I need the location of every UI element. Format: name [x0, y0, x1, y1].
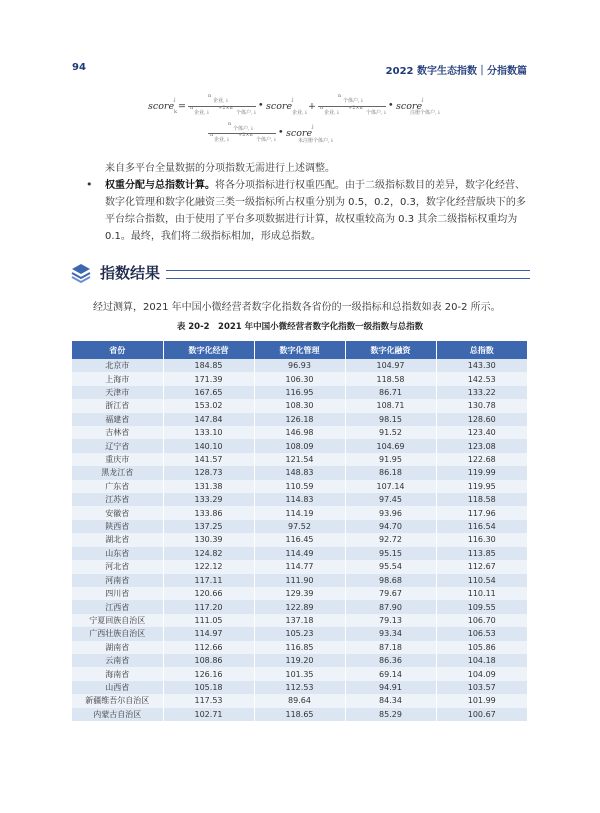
col-header-province: 省份 — [72, 341, 163, 359]
cell-management: 96.93 — [254, 359, 345, 372]
cell-management: 110.59 — [254, 480, 345, 493]
cell-province: 北京市 — [72, 359, 163, 372]
cell-total: 100.67 — [436, 708, 527, 721]
cell-province: 四川省 — [72, 587, 163, 600]
col-header-financing: 数字化融资 — [345, 341, 436, 359]
cell-province: 湖北省 — [72, 533, 163, 546]
cell-financing: 87.90 — [345, 600, 436, 613]
cell-financing: 84.34 — [345, 694, 436, 707]
table-row — [72, 708, 527, 721]
formula-score: score — [148, 101, 175, 112]
cell-financing: 97.45 — [345, 493, 436, 506]
cell-total: 105.86 — [436, 641, 527, 654]
cell-total: 118.58 — [436, 493, 527, 506]
formula-sup-3: j — [312, 124, 314, 130]
cell-operation: 147.84 — [163, 413, 254, 426]
cell-province: 新疆维吾尔自治区 — [72, 694, 163, 707]
cell-operation: 126.16 — [163, 667, 254, 680]
cell-operation: 117.53 — [163, 694, 254, 707]
paragraph-weights-body: 将各分项指标进行权重匹配。由于二级指标数目的差异，数字化经营、数字化管理和数字化融资三类一级指标所占权重分别为 0.5，0.2，0.3，数字化经营版块下的多平台综合指数，由于使用了平台多项数据进行计算，故权重较高为 0.3 其余二级指标权重均为 0.1。最终，我们将二级指标相加，形成总指数。 — [105, 180, 526, 242]
cell-total: 116.30 — [436, 533, 527, 546]
paragraph-weights-heading: 权重分配与总指数计算。 — [105, 180, 215, 191]
cell-management: 108.30 — [254, 399, 345, 412]
cell-province: 宁夏回族自治区 — [72, 614, 163, 627]
cell-financing: 86.36 — [345, 654, 436, 667]
frac2-den-plus: +2×n — [348, 105, 363, 111]
cell-management: 129.39 — [254, 587, 345, 600]
intro-paragraph: 经过测算，2021 年中国小微经营者数字化指数各省份的一级指标和总指数如表 20-2 所示。 — [93, 302, 501, 313]
formula-dot-3: • — [278, 127, 284, 138]
cell-operation: 108.86 — [163, 654, 254, 667]
cell-operation: 153.02 — [163, 399, 254, 412]
cell-total: 143.30 — [436, 359, 527, 372]
cell-province: 黑龙江省 — [72, 466, 163, 479]
cell-management: 114.83 — [254, 493, 345, 506]
cell-financing: 87.18 — [345, 641, 436, 654]
cell-management: 118.65 — [254, 708, 345, 721]
cell-financing: 79.13 — [345, 614, 436, 627]
table-row — [72, 574, 527, 587]
cell-province: 广西壮族自治区 — [72, 627, 163, 640]
layers-icon — [70, 262, 92, 284]
frac3-num: n — [228, 121, 232, 127]
cell-management: 119.20 — [254, 654, 345, 667]
cell-total: 119.95 — [436, 480, 527, 493]
cell-financing: 92.72 — [345, 533, 436, 546]
cell-operation: 124.82 — [163, 547, 254, 560]
frac1-den-sub: 企业, i — [194, 110, 209, 116]
section-title: 指数结果 — [100, 264, 161, 282]
cell-operation: 120.66 — [163, 587, 254, 600]
col-header-total: 总指数 — [436, 341, 527, 359]
cell-total: 130.78 — [436, 399, 527, 412]
formula-score-3: score — [286, 128, 313, 139]
cell-total: 106.70 — [436, 614, 527, 627]
cell-operation: 167.65 — [163, 386, 254, 399]
index-table — [72, 341, 527, 721]
cell-total: 128.60 — [436, 413, 527, 426]
cell-total: 103.57 — [436, 681, 527, 694]
cell-total: 101.99 — [436, 694, 527, 707]
formula-sup: j — [174, 97, 176, 103]
table-row — [72, 493, 527, 506]
cell-province: 辽宁省 — [72, 439, 163, 452]
cell-financing: 94.70 — [345, 520, 436, 533]
formula-sup-2: j — [422, 97, 424, 103]
cell-management: 106.30 — [254, 372, 345, 385]
page-number: 94 — [72, 62, 86, 73]
formula-sup-1: j — [292, 97, 294, 103]
table-row — [72, 654, 527, 667]
table-row — [72, 681, 527, 694]
cell-financing: 91.95 — [345, 453, 436, 466]
cell-province: 吉林省 — [72, 426, 163, 439]
table-row — [72, 386, 527, 399]
cell-operation: 131.38 — [163, 480, 254, 493]
cell-operation: 128.73 — [163, 466, 254, 479]
frac2-den-sub2: 个体户, i — [366, 110, 386, 116]
formula-sub-1: 企业, i — [292, 110, 307, 116]
cell-province: 天津市 — [72, 386, 163, 399]
table-row — [72, 372, 527, 385]
frac2-num: n — [338, 93, 342, 99]
formula-score-1: score — [266, 101, 293, 112]
cell-management: 105.23 — [254, 627, 345, 640]
cell-operation: 114.97 — [163, 627, 254, 640]
frac3-den: n — [210, 132, 214, 138]
cell-operation: 122.12 — [163, 560, 254, 573]
cell-total: 112.67 — [436, 560, 527, 573]
cell-province: 湖南省 — [72, 641, 163, 654]
cell-financing: 69.14 — [345, 667, 436, 680]
cell-total: 119.99 — [436, 466, 527, 479]
cell-operation: 133.29 — [163, 493, 254, 506]
table-row — [72, 466, 527, 479]
cell-management: 108.09 — [254, 439, 345, 452]
table-row — [72, 439, 527, 452]
formula-dot-1: • — [258, 100, 264, 111]
cell-management: 114.19 — [254, 506, 345, 519]
table-row — [72, 359, 527, 372]
table-row — [72, 614, 527, 627]
cell-management: 101.35 — [254, 667, 345, 680]
cell-operation: 111.05 — [163, 614, 254, 627]
cell-province: 重庆市 — [72, 453, 163, 466]
cell-operation: 112.66 — [163, 641, 254, 654]
section-rule — [166, 270, 530, 279]
cell-operation: 133.86 — [163, 506, 254, 519]
cell-operation: 117.11 — [163, 574, 254, 587]
cell-province: 江苏省 — [72, 493, 163, 506]
cell-financing: 86.71 — [345, 386, 436, 399]
cell-management: 146.98 — [254, 426, 345, 439]
cell-management: 112.53 — [254, 681, 345, 694]
table-row — [72, 627, 527, 640]
cell-management: 148.83 — [254, 466, 345, 479]
table-row — [72, 480, 527, 493]
cell-financing: 79.67 — [345, 587, 436, 600]
cell-management: 114.77 — [254, 560, 345, 573]
cell-total: 133.22 — [436, 386, 527, 399]
cell-province: 江西省 — [72, 600, 163, 613]
cell-financing: 98.68 — [345, 574, 436, 587]
cell-operation: 184.85 — [163, 359, 254, 372]
cell-financing: 95.15 — [345, 547, 436, 560]
cell-total: 113.85 — [436, 547, 527, 560]
col-header-management: 数字化管理 — [254, 341, 345, 359]
cell-province: 河北省 — [72, 560, 163, 573]
col-header-operation: 数字化经营 — [163, 341, 254, 359]
cell-operation: 133.10 — [163, 426, 254, 439]
cell-management: 116.85 — [254, 641, 345, 654]
cell-province: 广东省 — [72, 480, 163, 493]
formula — [148, 93, 440, 150]
table-row — [72, 547, 527, 560]
cell-financing: 85.29 — [345, 708, 436, 721]
cell-management: 114.49 — [254, 547, 345, 560]
paragraph-note: 来自多平台全量数据的分项指数无需进行上述调整。 — [105, 163, 335, 174]
formula-eq: = — [178, 101, 186, 112]
cell-province: 山西省 — [72, 681, 163, 694]
cell-management: 137.18 — [254, 614, 345, 627]
cell-financing: 95.54 — [345, 560, 436, 573]
cell-operation: 117.20 — [163, 600, 254, 613]
cell-total: 142.53 — [436, 372, 527, 385]
cell-province: 海南省 — [72, 667, 163, 680]
cell-total: 116.54 — [436, 520, 527, 533]
frac2-den: n — [320, 105, 324, 111]
cell-financing: 93.96 — [345, 506, 436, 519]
cell-total: 123.40 — [436, 426, 527, 439]
formula-sub-2: 注册个体户, i — [410, 110, 440, 116]
cell-province: 安徽省 — [72, 506, 163, 519]
cell-total: 123.08 — [436, 439, 527, 452]
cell-operation: 141.57 — [163, 453, 254, 466]
table-row — [72, 560, 527, 573]
cell-financing: 94.91 — [345, 681, 436, 694]
table-row — [72, 453, 527, 466]
table-row — [72, 520, 527, 533]
cell-province: 上海市 — [72, 372, 163, 385]
cell-total: 117.96 — [436, 506, 527, 519]
cell-province: 浙江省 — [72, 399, 163, 412]
frac3-den-sub: 企业, i — [214, 137, 229, 143]
cell-province: 河南省 — [72, 574, 163, 587]
paragraph-weights — [105, 177, 529, 245]
cell-financing: 91.52 — [345, 426, 436, 439]
cell-total: 106.53 — [436, 627, 527, 640]
cell-total: 109.55 — [436, 600, 527, 613]
cell-total: 122.68 — [436, 453, 527, 466]
running-title: 2022 数字生态指数｜分指数篇 — [385, 66, 527, 77]
bullet-dot: • — [86, 178, 93, 191]
cell-financing: 107.14 — [345, 480, 436, 493]
frac1-num-sub: 企业, i — [213, 98, 228, 104]
cell-province: 福建省 — [72, 413, 163, 426]
frac1-den-sub2: 个体户, i — [236, 110, 256, 116]
cell-province: 山东省 — [72, 547, 163, 560]
cell-province: 内蒙古自治区 — [72, 708, 163, 721]
cell-operation: 137.25 — [163, 520, 254, 533]
table-row — [72, 667, 527, 680]
cell-province: 云南省 — [72, 654, 163, 667]
cell-management: 97.52 — [254, 520, 345, 533]
frac1-den: n — [190, 105, 194, 111]
formula-sub: k — [174, 109, 178, 115]
cell-financing: 98.15 — [345, 413, 436, 426]
formula-score-2: score — [396, 101, 423, 112]
table-row — [72, 426, 527, 439]
cell-operation: 140.10 — [163, 439, 254, 452]
cell-management: 116.95 — [254, 386, 345, 399]
table-row — [72, 413, 527, 426]
frac3-den-plus: +2×n — [238, 132, 253, 138]
table-header-row — [72, 341, 527, 359]
cell-operation: 171.39 — [163, 372, 254, 385]
cell-province: 陕西省 — [72, 520, 163, 533]
table-row — [72, 399, 527, 412]
cell-total: 104.09 — [436, 667, 527, 680]
table-row — [72, 600, 527, 613]
cell-financing: 93.34 — [345, 627, 436, 640]
formula-plus: + — [308, 101, 316, 112]
frac1-num: n — [208, 93, 212, 99]
table-row — [72, 641, 527, 654]
cell-total: 110.11 — [436, 587, 527, 600]
cell-operation: 105.18 — [163, 681, 254, 694]
table-row — [72, 533, 527, 546]
table-row — [72, 506, 527, 519]
table-row — [72, 587, 527, 600]
cell-financing: 104.69 — [345, 439, 436, 452]
table-row — [72, 694, 527, 707]
frac3-num-sub: 个体户, i — [233, 126, 253, 132]
cell-management: 121.54 — [254, 453, 345, 466]
cell-management: 116.45 — [254, 533, 345, 546]
cell-management: 111.90 — [254, 574, 345, 587]
cell-operation: 130.39 — [163, 533, 254, 546]
frac1-den-plus: +2×n — [218, 105, 233, 111]
cell-total: 104.18 — [436, 654, 527, 667]
formula-sub-3: 未注册个体户, i — [298, 138, 333, 144]
cell-management: 122.89 — [254, 600, 345, 613]
cell-management: 126.18 — [254, 413, 345, 426]
frac2-num-sub: 个体户, i — [343, 98, 363, 104]
cell-financing: 118.58 — [345, 372, 436, 385]
formula-dot-2: • — [388, 100, 394, 111]
frac2-den-sub: 企业, i — [324, 110, 339, 116]
cell-financing: 104.97 — [345, 359, 436, 372]
cell-total: 110.54 — [436, 574, 527, 587]
cell-financing: 86.18 — [345, 466, 436, 479]
cell-financing: 108.71 — [345, 399, 436, 412]
frac3-den-sub2: 个体户, i — [256, 137, 276, 143]
table-caption: 表 20-2 2021 年中国小微经营者数字化指数一级指数与总指数 — [176, 322, 424, 332]
cell-operation: 102.71 — [163, 708, 254, 721]
cell-management: 89.64 — [254, 694, 345, 707]
